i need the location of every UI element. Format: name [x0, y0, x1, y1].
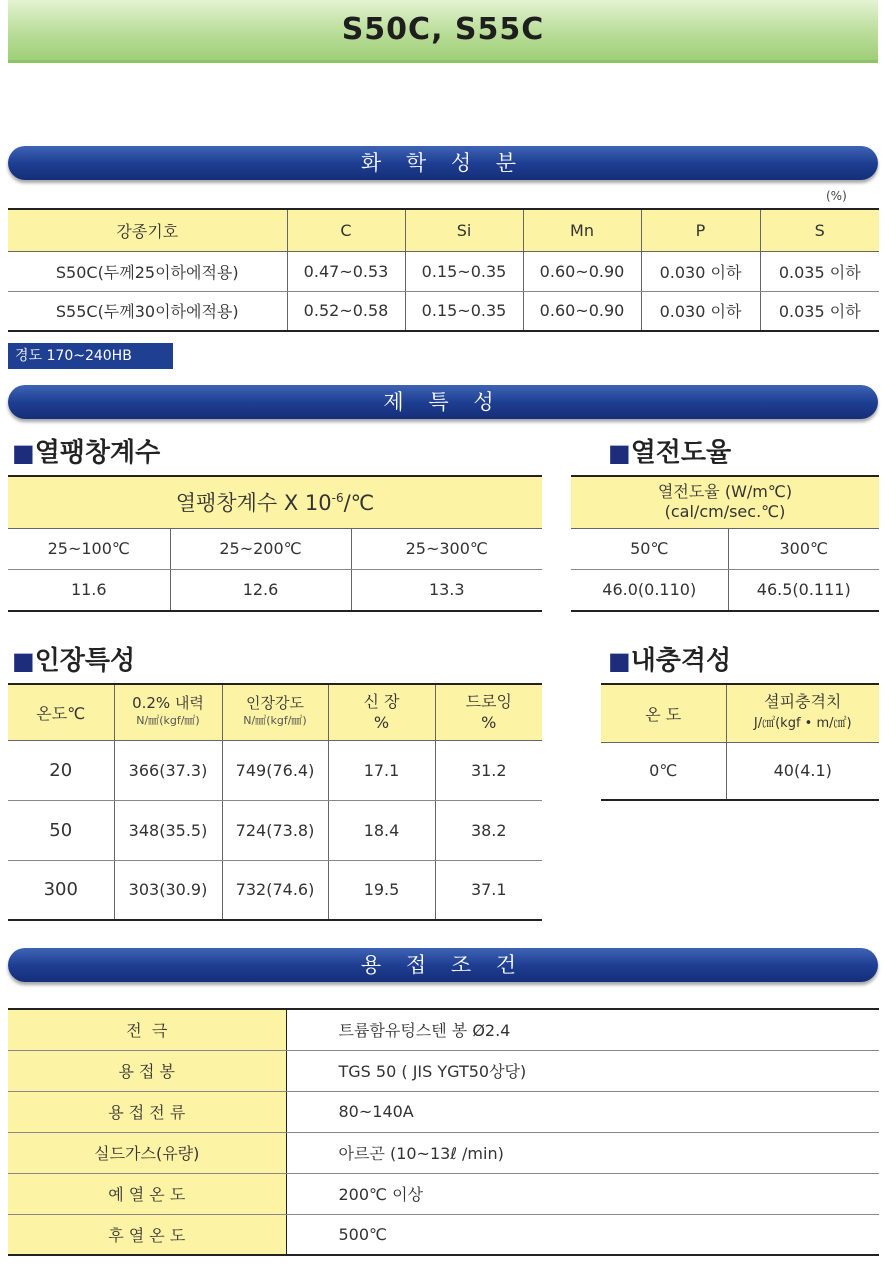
cell: 17.1 — [328, 740, 435, 800]
row-label: 예 열 온 도 — [8, 1173, 286, 1214]
row-label: 용 접 봉 — [8, 1050, 286, 1091]
cell: 749(76.4) — [222, 740, 328, 800]
page-title: S50C, S55C — [341, 12, 545, 47]
section-header-welding — [8, 948, 878, 982]
cell: 19.5 — [328, 860, 435, 920]
table-row — [8, 1050, 879, 1091]
square-bullet-icon: ■ — [608, 647, 631, 675]
row-value: 200℃ 이상 — [286, 1173, 879, 1214]
col-header — [328, 684, 435, 740]
cell: 300℃ — [728, 528, 879, 569]
cell: 18.4 — [328, 800, 435, 860]
cell: 46.0(0.110) — [571, 569, 728, 611]
header-text: 셜피충격치 — [764, 692, 842, 712]
table-row — [8, 1173, 879, 1214]
cell: 0.60~0.90 — [523, 251, 641, 291]
cell: 25~200℃ — [170, 528, 351, 569]
cell: 732(74.6) — [222, 860, 328, 920]
cell: 46.5(0.111) — [756, 580, 851, 600]
table-row — [8, 1132, 879, 1173]
table-row — [8, 291, 879, 331]
cell: 37.1 — [470, 880, 507, 900]
col-header: 강종기호 — [8, 209, 287, 251]
header-text: 인장강도 — [246, 694, 304, 713]
table-header — [571, 476, 879, 528]
cell: 50℃ — [571, 528, 728, 569]
header-line: (cal/cm/sec.℃) — [664, 502, 786, 522]
subsection-title: 열전도율 — [630, 438, 732, 468]
cell: 0.030 이하 — [641, 251, 760, 291]
col-header — [726, 684, 879, 742]
cell: 25~100℃ — [8, 528, 170, 569]
cell: 11.6 — [8, 569, 170, 611]
table-row — [8, 1009, 879, 1050]
header-unit: N/㎟(kgf/㎟) — [243, 714, 307, 728]
section-title: 화 학 성 분 — [360, 151, 526, 175]
table-row — [8, 251, 879, 291]
chemical-table — [8, 208, 879, 332]
row-value: 트륨함유텅스텐 봉 Ø2.4 — [286, 1009, 879, 1050]
cell: 38.2 — [435, 800, 542, 860]
cell: 303(30.9) — [114, 860, 222, 920]
cell: 12.6 — [170, 569, 351, 611]
header-exponent: -6 — [331, 491, 344, 506]
cell: 0℃ — [601, 742, 726, 800]
row-label: 용 접 전 류 — [8, 1091, 286, 1132]
table-row — [8, 528, 542, 569]
cell: 13.3 — [428, 580, 465, 600]
header-unit: % — [481, 713, 497, 733]
header-unit: % — [373, 713, 390, 733]
cell: S50C(두께25이하에적용) — [8, 251, 287, 291]
header-text: 드로잉 — [465, 692, 512, 712]
table-row — [8, 1214, 879, 1255]
col-header — [222, 684, 328, 740]
thermal-expansion-table — [8, 475, 542, 612]
col-header: Si — [405, 209, 523, 251]
table-row — [571, 569, 879, 611]
header-unit: /℃ — [343, 491, 375, 516]
row-value: 아르곤 (10~13ℓ /min) — [286, 1132, 879, 1173]
col-header — [114, 684, 222, 740]
cell: 0.52~0.58 — [287, 291, 405, 331]
col-header — [435, 684, 542, 740]
cell: 0.035 이하 — [760, 251, 879, 291]
col-header: P — [641, 209, 760, 251]
row-value: TGS 50 ( JIS YGT50상당) — [286, 1050, 879, 1091]
subsection-title: 내충격성 — [630, 646, 732, 676]
cell: S55C(두께30이하에적용) — [8, 291, 287, 331]
subsection-thermal-expansion — [12, 432, 160, 469]
cell: 0.035 이하 — [778, 302, 861, 322]
square-bullet-icon: ■ — [608, 439, 631, 467]
subsection-conductivity — [608, 432, 731, 469]
section-header-chemical — [8, 146, 878, 180]
cell: 366(37.3) — [114, 740, 222, 800]
title-bar — [8, 0, 878, 63]
cell: 31.2 — [435, 740, 542, 800]
table-header — [8, 476, 542, 528]
welding-table — [8, 1008, 879, 1256]
square-bullet-icon: ■ — [12, 647, 35, 675]
col-header: 온 도 — [601, 684, 726, 742]
col-header: 온도℃ — [8, 684, 114, 740]
unit-label: (%) — [826, 189, 847, 203]
cell: 0.60~0.90 — [523, 291, 641, 331]
cell: 300 — [8, 860, 114, 920]
header-unit: J/㎠(kgf • m/㎠) — [753, 716, 852, 732]
row-value: 80~140A — [286, 1091, 879, 1132]
square-bullet-icon: ■ — [12, 439, 35, 467]
hardness-badge: 경도 170~240HB — [8, 343, 173, 369]
row-value: 500℃ — [338, 1224, 388, 1244]
subsection-title: 인장특성 — [34, 646, 136, 676]
subsection-title: 열팽창계수 — [34, 438, 161, 468]
table-row — [601, 742, 879, 800]
cell: 0.47~0.53 — [287, 251, 405, 291]
row-label: 후 열 온 도 — [8, 1214, 286, 1255]
section-header-properties — [8, 385, 878, 419]
section-title: 제 특 성 — [383, 390, 503, 414]
table-row — [8, 800, 542, 860]
cell: 724(73.8) — [222, 800, 328, 860]
row-label: 실드가스(유량) — [8, 1132, 286, 1173]
cell: 20 — [8, 740, 114, 800]
col-header: S — [760, 209, 879, 251]
header-unit: N/㎟(kgf/㎟) — [136, 714, 200, 728]
header-line: 열전도율 (W/m℃) — [657, 482, 793, 502]
row-label: 전 극 — [8, 1009, 286, 1050]
cell: 50 — [8, 800, 114, 860]
table-row — [8, 740, 542, 800]
section-title: 용 접 조 건 — [360, 953, 526, 977]
cell: 0.15~0.35 — [405, 291, 523, 331]
cell: 0.030 이하 — [641, 291, 760, 331]
impact-table — [601, 683, 879, 801]
subsection-impact — [608, 640, 731, 677]
col-header: Mn — [523, 209, 641, 251]
col-header: C — [287, 209, 405, 251]
header-text: 신 장 — [363, 692, 400, 712]
header-text: 열팽창계수 X 10 — [175, 491, 332, 516]
table-row — [8, 860, 542, 920]
header-text: 0.2% 내력 — [132, 694, 204, 713]
cell: 40(4.1) — [773, 761, 832, 781]
subsection-tensile — [12, 640, 135, 677]
cell: 0.15~0.35 — [405, 251, 523, 291]
cell: 25~300℃ — [351, 528, 542, 569]
conductivity-table — [571, 475, 879, 612]
tensile-table — [8, 683, 542, 921]
table-row — [8, 1091, 879, 1132]
cell: 348(35.5) — [114, 800, 222, 860]
table-row — [8, 569, 542, 611]
table-row — [571, 528, 879, 569]
